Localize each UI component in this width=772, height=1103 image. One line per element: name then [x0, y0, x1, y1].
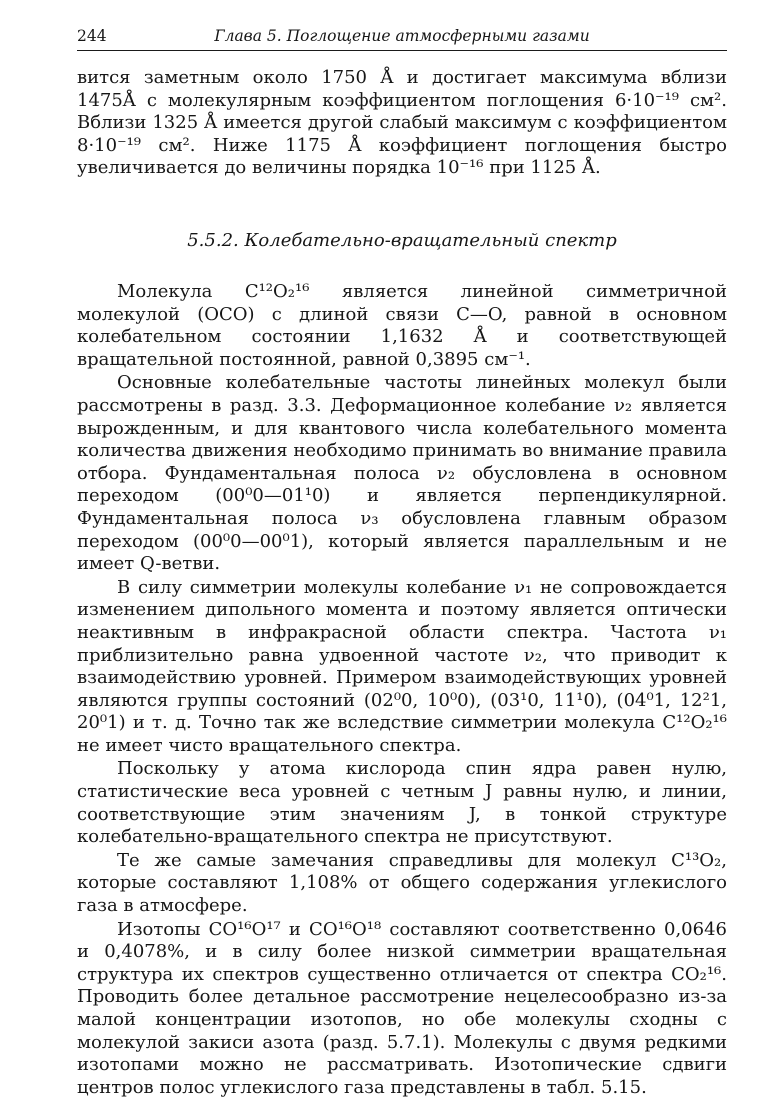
page-header: [77, 27, 727, 49]
section-title: 5.5.2. Колебательно-вращательный спектр: [187, 230, 617, 251]
paragraph-c13-molecules: Те же самые замечания справедливы для молекул C¹³O₂, которые составляют 1,108% от общего содержания углекислого газа в атмосфере.: [77, 849, 727, 917]
paragraph-frequencies: Основные колебательные частоты линейных молекул были рассмотрены в разд. 3.3. Деформационное колебание ν₂ является вырожденным, и для квантового числа колебательного момента количества движения необходимо принимать во внимание правила отбора. Фундаментальная полоса ν₂ обусловлена в основном переходом (00⁰0—01¹0) и является перпендикулярной. Фундаментальная полоса ν₃ обусловлена главным образом переходом (00⁰0—00⁰1), который является параллельным и не имеет Q-ветви.: [77, 372, 727, 575]
intro-paragraph: вится заметным около 1750 Å и достигает максимума вблизи 1475Å с молекулярным коэффициентом поглощения 6·10⁻¹⁹ см². Вблизи 1325 Å имеется другой слабый максимум с коэффициентом 8·10⁻¹⁹ см². Ниже 1175 Å коэффициент поглощения быстро увеличивается до величины порядка 10⁻¹⁶ при 1125 Å.: [77, 67, 727, 179]
intro-block: [77, 67, 727, 180]
section-body: [77, 280, 727, 1099]
paragraph-symmetry: В силу симметрии молекулы колебание ν₁ не сопровождается изменением дипольного момента и поэтому является оптически неактивным в инфракрасной области спектра. Частота ν₁ приблизительно равна удвоенной частоте ν₂, что приводит к взаимодействию уровней. Примером взаимодействующих уровней являются группы состояний (02⁰0, 10⁰0), (03¹0, 11¹0), (04⁰1, 12²1, 20⁰1) и т. д. Точно так же вследствие симметрии молекула C¹²O₂¹⁶ не имеет чисто вращательного спектра.: [77, 576, 727, 756]
running-title: Глава 5. Поглощение атмосферными газами: [214, 27, 590, 45]
paragraph-isotopes: Изотопы CO¹⁶O¹⁷ и CO¹⁶O¹⁸ составляют соответственно 0,0646 и 0,4078%, и в силу более низкой симметрии вращательная структура их спектров существенно отличается от спектра CO₂¹⁶. Проводить более детальное рассмотрение нецелесообразно из-за малой концентрации изотопов, но обе молекулы сходны с молекулой закиси азота (разд. 5.7.1). Молекулы с двумя редкими изотопами можно не рассматривать. Изотопические сдвиги центров полос углекислого газа представлены в табл. 5.15.: [77, 918, 727, 1098]
paragraph-molecule: Молекула C¹²O₂¹⁶ является линейной симметричной молекулой (OCO) с длиной связи C—O, равной в основном колебательном состоянии 1,1632 Å и соответствующей вращательной постоянной, равной 0,3895 см⁻¹.: [77, 281, 727, 370]
header-rule: [77, 50, 727, 51]
page-number: 244: [77, 27, 107, 45]
paragraph-nuclear-spin: Поскольку у атома кислорода спин ядра равен нулю, статистические веса уровней с четным J равны нулю, и линии, соответствующие этим значениям J, в тонкой структуре колебательно-вращательного спектра не присутствуют.: [77, 758, 727, 848]
